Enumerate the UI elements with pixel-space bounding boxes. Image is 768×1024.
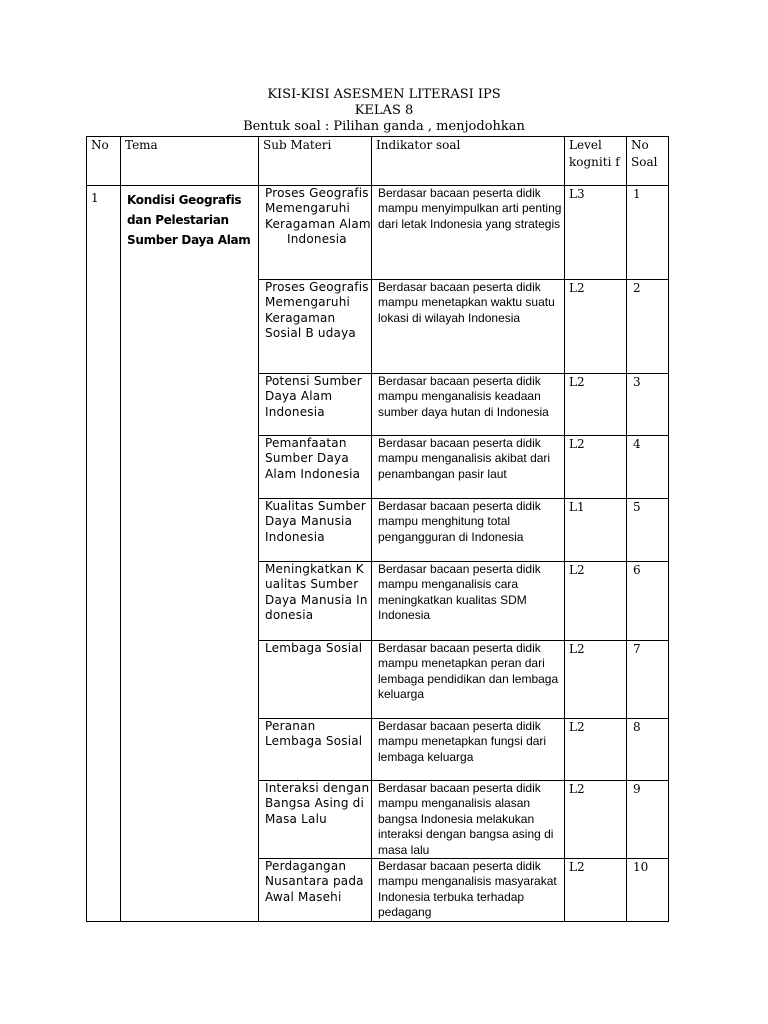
sub-materi-cell: Interaksi dengan Bangsa Asing di Masa Lalu (259, 781, 372, 859)
no-soal-cell: 1 (627, 186, 669, 280)
level-cell: L2 (565, 280, 627, 374)
no-soal-cell: 8 (627, 719, 669, 781)
group-no: 1 (87, 186, 121, 922)
level-cell: L1 (565, 499, 627, 562)
no-soal-cell: 9 (627, 781, 669, 859)
level-cell: L2 (565, 859, 627, 922)
indikator-cell: Berdasar bacaan peserta didik mampu menyimpulkan arti penting dari letak Indonesia yang strategis (372, 186, 565, 280)
sub-materi-cell: Peranan Lembaga Sosial (259, 719, 372, 781)
level-cell: L2 (565, 562, 627, 641)
header-indikator: Indikator soal (372, 137, 565, 186)
no-soal-cell: 4 (627, 436, 669, 499)
no-soal-cell: 3 (627, 374, 669, 436)
indikator-cell: Berdasar bacaan peserta didik mampu menganalisis cara meningkatkan kualitas SDM Indonesia (372, 562, 565, 641)
no-soal-cell: 10 (627, 859, 669, 922)
indikator-cell: Berdasar bacaan peserta didik mampu menetapkan peran dari lembaga pendidikan dan lembaga keluarga (372, 641, 565, 719)
level-cell: L2 (565, 781, 627, 859)
indikator-cell: Berdasar bacaan peserta didik mampu menghitung total pengangguran di Indonesia (372, 499, 565, 562)
sub-materi-cell: Proses Geografis Memengaruhi Keragaman Alam Indonesia (259, 186, 372, 280)
header-level: Level kogniti f (565, 137, 627, 186)
sub-materi-cell: Kualitas Sumber Daya Manusia Indonesia (259, 499, 372, 562)
level-cell: L2 (565, 641, 627, 719)
no-soal-cell: 6 (627, 562, 669, 641)
table-row (87, 186, 669, 280)
no-soal-cell: 5 (627, 499, 669, 562)
indikator-cell: Berdasar bacaan peserta didik mampu menetapkan fungsi dari lembaga keluarga (372, 719, 565, 781)
header-sub-materi: Sub Materi (259, 137, 372, 186)
indikator-cell: Berdasar bacaan peserta didik mampu menganalisis alasan bangsa Indonesia melakukan interaksi dengan bangsa asing di masa lalu (372, 781, 565, 859)
indikator-cell: Berdasar bacaan peserta didik mampu menetapkan waktu suatu lokasi di wilayah Indonesia (372, 280, 565, 374)
level-cell: L2 (565, 374, 627, 436)
document-header (0, 87, 768, 135)
kisi-kisi-table (86, 136, 669, 922)
indikator-cell: Berdasar bacaan peserta didik mampu menganalisis keadaan sumber daya hutan di Indonesia (372, 374, 565, 436)
document-title: KISI-KISI ASESMEN LITERASI IPS (267, 87, 501, 102)
header-no-soal: No Soal (627, 137, 669, 186)
sub-materi-cell: Proses Geografis Memengaruhi Keragaman Sosial B udaya (259, 280, 372, 374)
table-header-row (87, 137, 669, 186)
level-cell: L2 (565, 436, 627, 499)
no-soal-cell: 7 (627, 641, 669, 719)
group-tema: Kondisi Geografis dan Pelestarian Sumber Daya Alam (121, 186, 259, 922)
sub-materi-cell: Pemanfaatan Sumber Daya Alam Indonesia (259, 436, 372, 499)
indikator-cell: Berdasar bacaan peserta didik mampu menganalisis akibat dari penambangan pasir laut (372, 436, 565, 499)
sub-materi-cell: Lembaga Sosial (259, 641, 372, 719)
level-cell: L2 (565, 719, 627, 781)
no-soal-cell: 2 (627, 280, 669, 374)
header-no: No (87, 137, 121, 186)
sub-materi-cell: Potensi Sumber Daya Alam Indonesia (259, 374, 372, 436)
header-tema: Tema (121, 137, 259, 186)
level-cell: L3 (565, 186, 627, 280)
sub-materi-cell: Perdagangan Nusantara pada Awal Masehi (259, 859, 372, 922)
indikator-cell: Berdasar bacaan peserta didik mampu menganalisis masyarakat Indonesia terbuka terhadap pedagang (372, 859, 565, 922)
class-line: KELAS 8 (354, 103, 414, 118)
form-line: Bentuk soal : Pilihan ganda , menjodohkan (243, 119, 525, 134)
sub-materi-cell: Meningkatkan Kualitas Sumber Daya Manusia Indonesia (259, 562, 372, 641)
